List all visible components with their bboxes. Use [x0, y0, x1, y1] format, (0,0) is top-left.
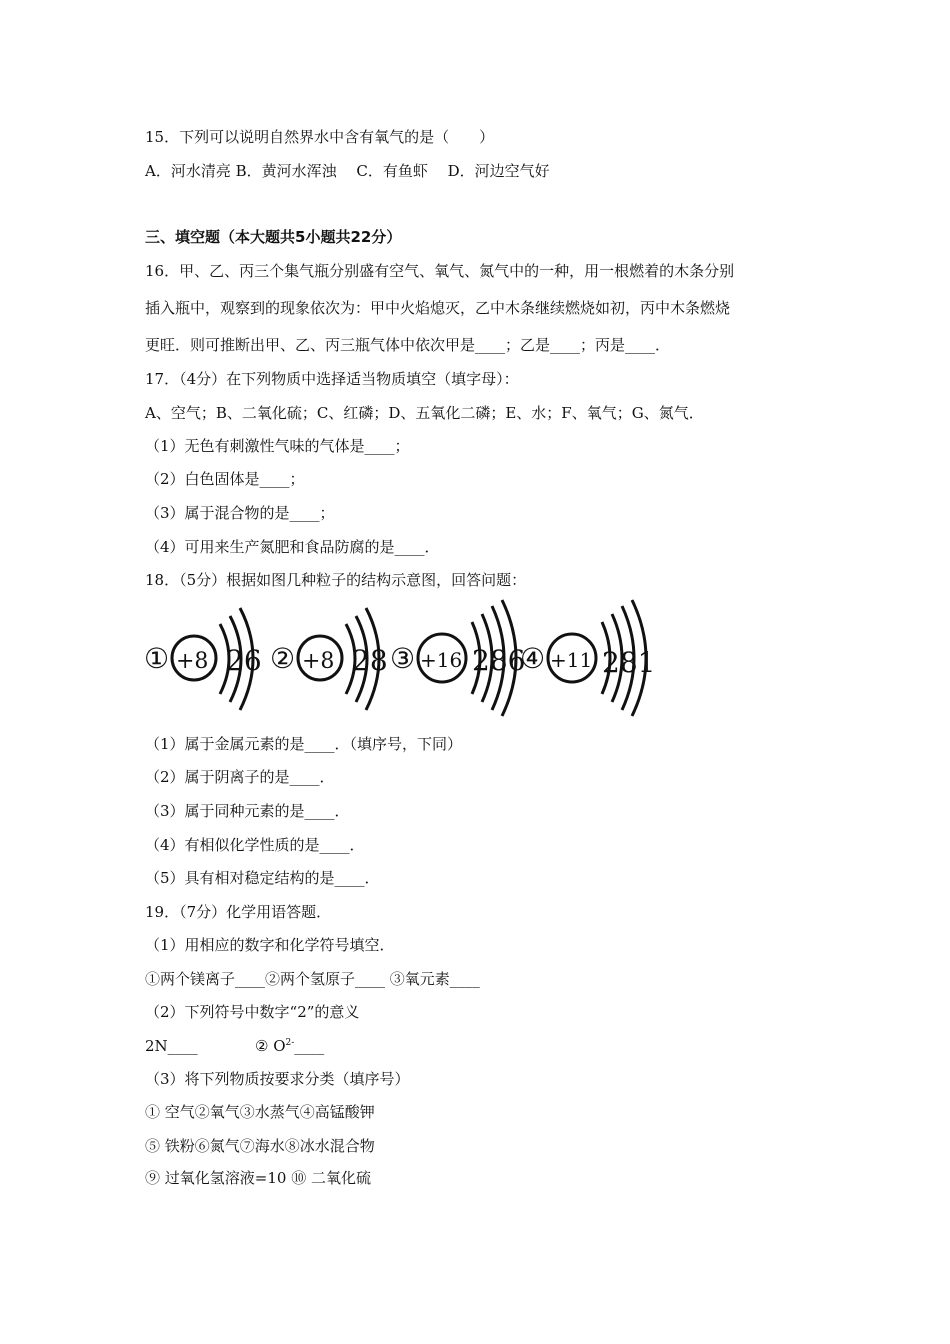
- question-19-part-3: （3）将下列物质按要求分类（填序号）: [145, 1070, 410, 1088]
- question-17-stem: 17．（4分）在下列物质中选择适当物质填空（填字母）：: [145, 370, 519, 388]
- question-16-line-2: 插入瓶中，观察到的现象依次为：甲中火焰熄灭，乙中木条继续燃烧如初，丙中木条燃烧: [145, 299, 731, 317]
- question-19-stem: 19．（7分）化学用语答题．: [145, 903, 332, 921]
- question-19-part-1-line: ①两个镁离子____②两个氢原子____ ③氧元素____: [145, 970, 480, 988]
- question-19-part-2: （2）下列符号中数字“2”的意义: [145, 1003, 360, 1021]
- question-18-stem: 18．（5分）根据如图几种粒子的结构示意图，回答问题：: [145, 571, 527, 589]
- question-17-item-1: （1）无色有刺激性气味的气体是____；: [145, 437, 410, 455]
- particle-4: [520, 600, 655, 716]
- question-17-item-3: （3）属于混合物的是____；: [145, 504, 335, 522]
- particle-1-number: ①: [144, 642, 170, 675]
- oxide-ion-blank: ____: [294, 1037, 325, 1055]
- question-19-part-3-line-3: ⑨ 过氧化氢溶液=10 ⑩ 二氧化硫: [145, 1169, 371, 1187]
- particle-2-electrons: 28: [352, 644, 388, 677]
- particle-3-nucleus-label: +16: [420, 648, 463, 672]
- oxide-ion-symbol: ② O: [255, 1037, 286, 1055]
- question-18-item-2: （2）属于阴离子的是____．: [145, 768, 335, 786]
- particle-4-number: ④: [520, 642, 546, 675]
- question-17-item-2: （2）白色固体是____；: [145, 470, 305, 488]
- question-16-line-3: 更旺．则可推断出甲、乙、丙三瓶气体中依次甲是____；乙是____；丙是____．: [145, 336, 671, 354]
- particle-structure-diagram: [140, 598, 660, 722]
- particle-3-electrons: 286: [472, 644, 526, 677]
- particle-3-number: ③: [390, 642, 416, 675]
- particle-2: [270, 608, 388, 710]
- question-17-choices: A、空气；B、二氧化硫；C、红磷；D、五氧化二磷；E、水；F、氧气；G、氮气．: [145, 404, 704, 422]
- particle-2-nucleus-label: +8: [302, 649, 335, 674]
- particle-1-electrons: 26: [226, 644, 262, 677]
- particle-2-number: ②: [270, 642, 296, 675]
- question-16-line-1: 16．甲、乙、丙三个集气瓶分别盛有空气、氧气、氮气中的一种，用一根燃着的木条分别: [145, 262, 735, 280]
- question-19-part-2-a: 2N____: [145, 1037, 198, 1055]
- oxide-ion-charge: 2-: [285, 1038, 295, 1048]
- particle-4-nucleus-label: +11: [550, 648, 593, 672]
- question-18-item-5: （5）具有相对稳定结构的是____．: [145, 869, 380, 887]
- question-19-part-3-line-1: ① 空气②氧气③水蒸气④高锰酸钾: [145, 1103, 375, 1121]
- question-15-options: A．河水清亮 B．黄河水浑浊 C．有鱼虾 D．河边空气好: [145, 162, 550, 180]
- question-19-part-1: （1）用相应的数字和化学符号填空．: [145, 936, 395, 954]
- section-title: 三、填空题（本大题共5小题共22分）: [145, 228, 402, 246]
- question-18-item-4: （4）有相似化学性质的是____．: [145, 836, 365, 854]
- question-18-item-3: （3）属于同种元素的是____．: [145, 802, 350, 820]
- question-17-item-4: （4）可用来生产氮肥和食品防腐的是____．: [145, 538, 440, 556]
- question-18-item-1: （1）属于金属元素的是____．（填序号，下同）: [145, 735, 463, 753]
- question-19-part-2-b: [255, 1036, 324, 1056]
- particle-3: [390, 600, 525, 716]
- particle-1-nucleus-label: +8: [176, 649, 209, 674]
- question-15-stem: 15．下列可以说明自然界水中含有氧气的是（ ）: [145, 128, 495, 146]
- question-19-part-3-line-2: ⑤ 铁粉⑥氮气⑦海水⑧冰水混合物: [145, 1137, 375, 1155]
- particle-4-electrons: 281: [602, 646, 656, 679]
- particle-1: [144, 608, 262, 710]
